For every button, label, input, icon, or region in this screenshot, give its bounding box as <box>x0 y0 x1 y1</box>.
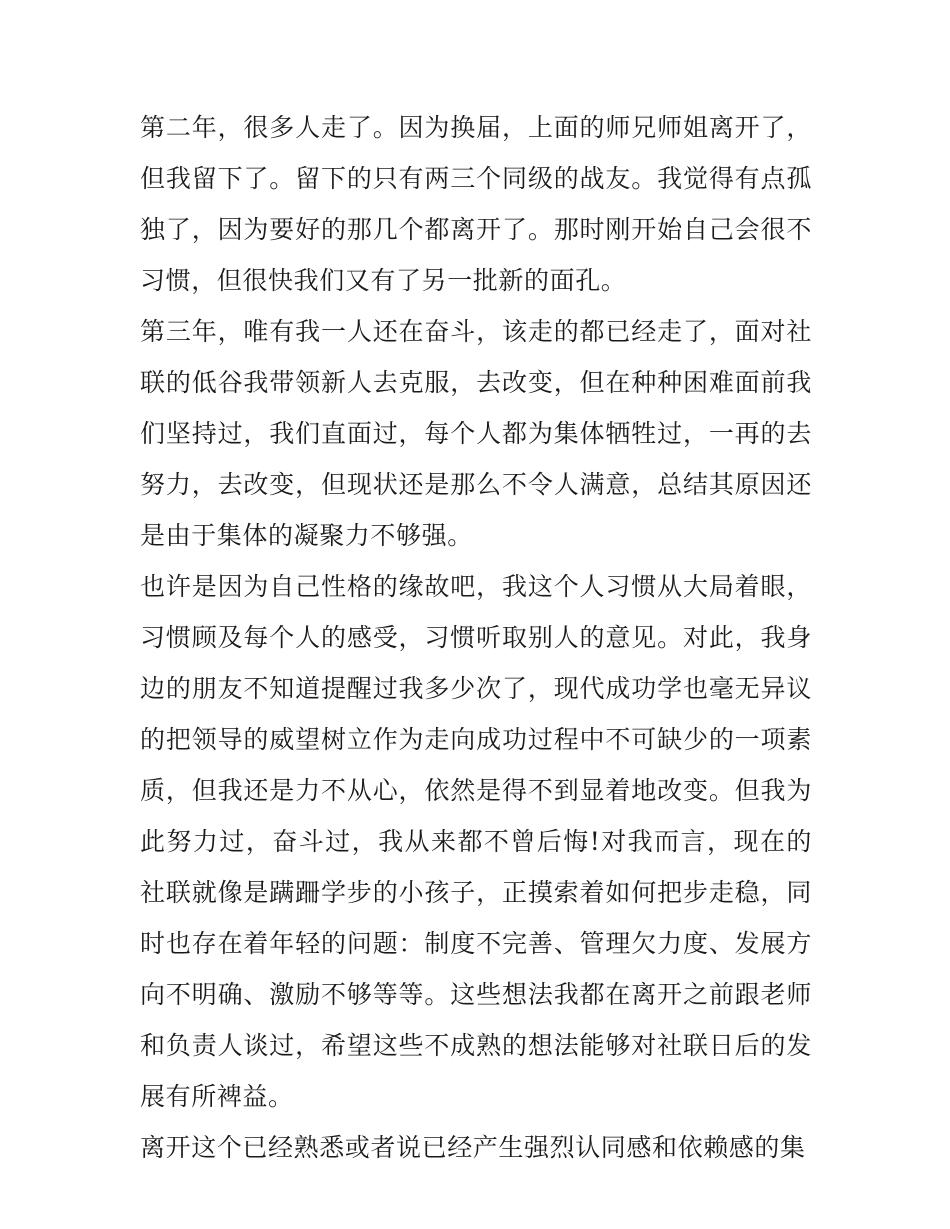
paragraph-second-year: 第二年，很多人走了。因为换届，上面的师兄师姐离开了，但我留下了。留下的只有两三个同级的战友。我觉得有点孤独了，因为要好的那几个都离开了。那时刚开始自己会很不习惯，但很快我们又有了另一批新的面孔。 <box>140 113 812 295</box>
paragraph-personality-reflection: 也许是因为自己性格的缘故吧，我这个人习惯从大局着眼，习惯顾及每个人的感受，习惯听取别人的意见。对此，我身边的朋友不知道提醒过我多少次了，现代成功学也毫无异议的把领导的威望树立作为走向成功过程中不可缺少的一项素质，但我还是力不从心，依然是得不到显着地改变。但我为此努力过，奋斗过，我从来都不曾后悔!对我而言，现在的社联就像是蹒跚学步的小孩子，正摸索着如何把步走稳，同时也存在着年轻的问题：制度不完善、管理欠力度、发展方向不明确、激励不够等等。这些想法我都在离开之前跟老师和负责人谈过，希望这些不成熟的想法能够对社联日后的发展有所裨益。 <box>140 572 812 1111</box>
paragraph-third-year: 第三年，唯有我一人还在奋斗，该走的都已经走了，面对社联的低谷我带领新人去克服，去改变，但在种种困难面前我们坚持过，我们直面过，每个人都为集体牺牲过，一再的去努力，去改变，但现状还是那么不令人满意，总结其原因还是由于集体的凝聚力不够强。 <box>140 317 812 550</box>
paragraph-leaving: 离开这个已经熟悉或者说已经产生强烈认同感和依赖感的集 <box>140 1133 806 1162</box>
document-body <box>140 102 812 1173</box>
